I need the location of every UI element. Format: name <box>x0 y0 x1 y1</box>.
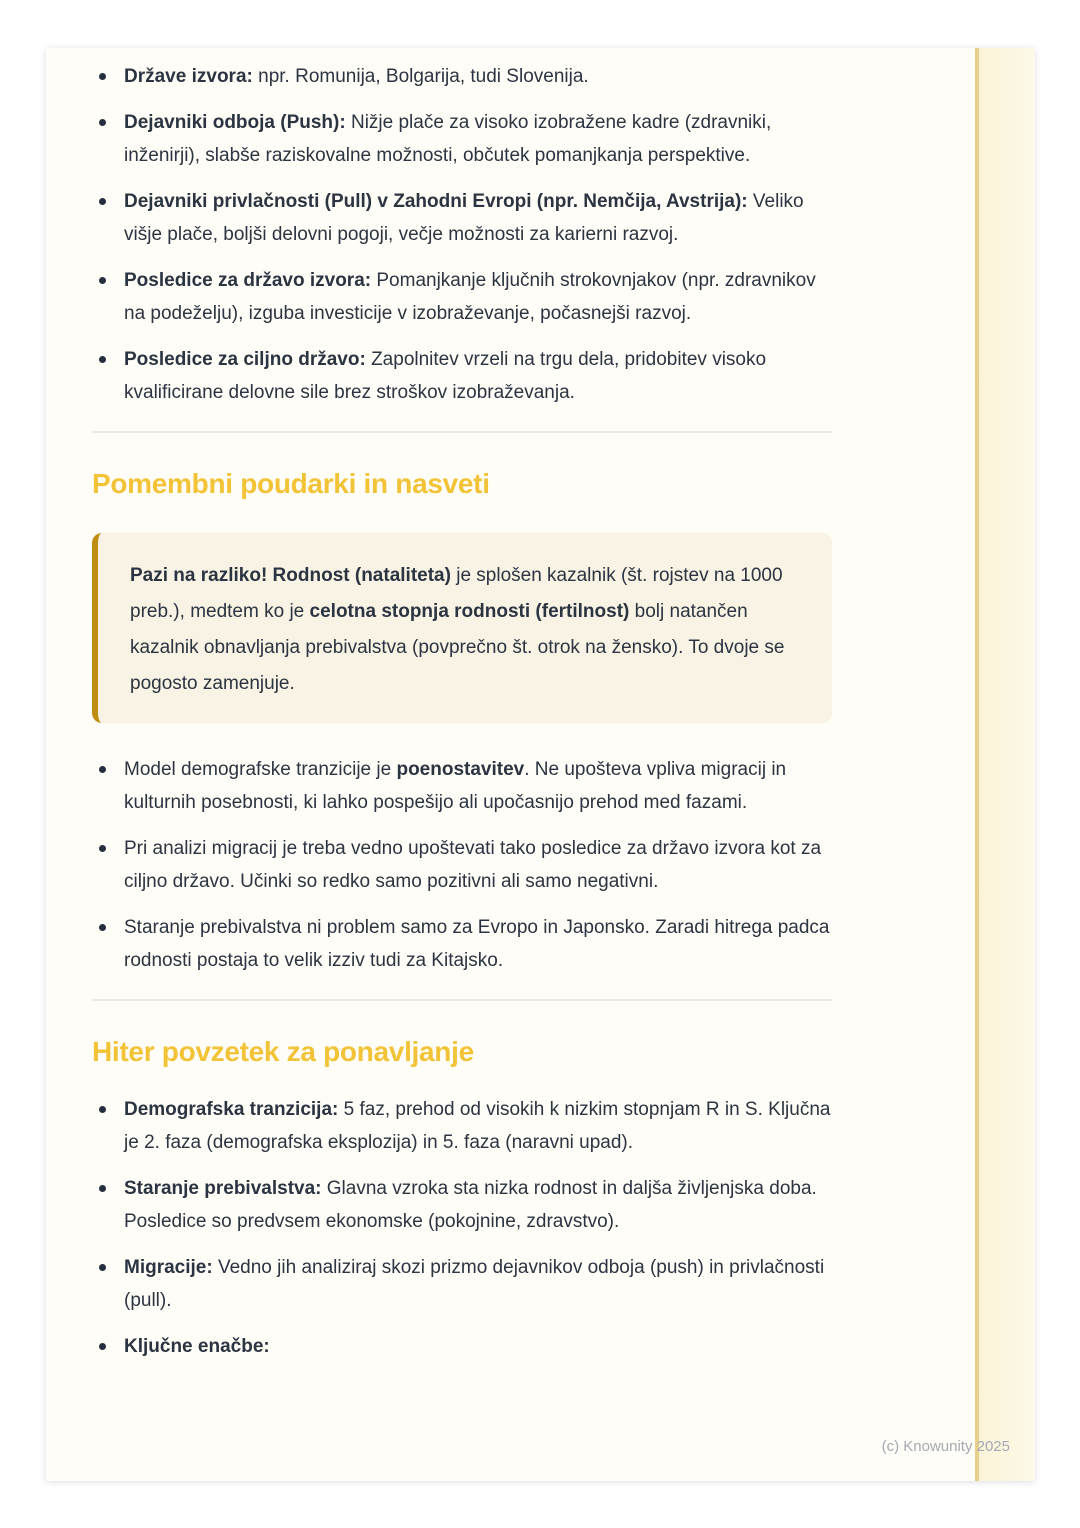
bold-text: Posledice za državo izvora: <box>124 270 372 291</box>
section-divider <box>92 431 832 433</box>
bold-text: celotna stopnja rodnosti (fertilnost) <box>309 601 630 622</box>
tips-bullet-list <box>92 753 832 977</box>
text: Zapolnitev vrzeli na trgu dela, pridobitev visoko kvalificirane delovne sile brez stroškov izobraževanja. <box>124 349 767 403</box>
migration-bullet-list <box>92 60 832 409</box>
bullet-item <box>92 911 832 977</box>
text: Glavna vzroka sta nizka rodnost in daljša življenjska doba. Posledice so predvsem ekonomske (pokojnine, zdravstvo). <box>124 1178 817 1232</box>
text: Veliko višje plače, boljši delovni pogoji, večje možnosti za karierni razvoj. <box>124 191 804 245</box>
section-divider <box>92 999 832 1001</box>
bullet-item <box>92 1330 832 1363</box>
page-accent-band <box>975 48 1035 1481</box>
text: Model demografske tranzicije je <box>124 759 397 780</box>
bold-text: Ključne enačbe: <box>124 1336 270 1357</box>
bold-text: Staranje prebivalstva: <box>124 1178 322 1199</box>
bold-text: Države izvora: <box>124 66 253 87</box>
text: 5 faz, prehod od visokih k nizkim stopnjam R in S. Ključna je 2. faza (demografska eksplozija) in 5. faza (naravni upad). <box>124 1099 831 1153</box>
tips-section-title: Pomembni poudarki in nasveti <box>92 468 490 499</box>
text: . Ne upošteva vpliva migracij in kulturnih posebnosti, ki lahko pospešijo ali upočasnijo prehod med fazami. <box>124 759 787 813</box>
bullet-item <box>92 264 832 330</box>
summary-bullet-list <box>92 1093 832 1363</box>
bold-text: Dejavniki odboja (Push): <box>124 112 346 133</box>
bullet-item <box>92 753 832 819</box>
bullet-item <box>92 1172 832 1238</box>
bullet-item <box>92 1093 832 1159</box>
bold-text: Migracije: <box>124 1257 213 1278</box>
bullet-item <box>92 1251 832 1317</box>
text: Pri analizi migracij je treba vedno upoštevati tako posledice za državo izvora kot za ciljno državo. Učinki so redko samo pozitivni ali samo negativni. <box>124 838 822 892</box>
document-page <box>46 48 1035 1481</box>
summary-section-title: Hiter povzetek za ponavljanje <box>92 1036 474 1067</box>
bold-text: Posledice za ciljno državo: <box>124 349 366 370</box>
text: Pomanjkanje ključnih strokovnjakov (npr. zdravnikov na podeželju), izguba investicije v izobraževanje, počasnejši razvoj. <box>124 270 816 324</box>
bullet-item <box>92 106 832 172</box>
text: npr. Romunija, Bolgarija, tudi Slovenija. <box>252 66 589 87</box>
bullet-item <box>92 60 832 93</box>
bullet-item <box>92 185 832 251</box>
bold-text: Dejavniki privlačnosti (Pull) v Zahodni Evropi (npr. Nemčija, Avstrija): <box>124 191 748 212</box>
bold-text: poenostavitev <box>396 759 525 780</box>
text: Nižje plače za visoko izobražene kadre (zdravniki, inženirji), slabše raziskovalne možnosti, občutek pomanjkanja perspektive. <box>124 112 772 166</box>
text: Staranje prebivalstva ni problem samo za Evropo in Japonsko. Zaradi hitrega padca rodnosti postaja to velik izziv tudi za Kitajsko. <box>124 917 830 971</box>
text: Vedno jih analiziraj skozi prizmo dejavnikov odboja (push) in privlačnosti (pull). <box>124 1257 825 1311</box>
bold-text: Pazi na razliko! Rodnost (nataliteta) <box>130 565 451 586</box>
text: je splošen kazalnik (št. rojstev na 1000 preb.), medtem ko je <box>130 565 783 622</box>
bullet-item <box>92 343 832 409</box>
page-content <box>46 48 832 1363</box>
tips-callout-box <box>92 533 832 723</box>
bullet-item <box>92 832 832 898</box>
copyright-watermark: (c) Knowunity 2025 <box>881 1438 1010 1455</box>
text: bolj natančen kazalnik obnavljanja prebivalstva (povprečno št. otrok na žensko). To dvoje se pogosto zamenjuje. <box>130 601 785 694</box>
bold-text: Demografska tranzicija: <box>124 1099 339 1120</box>
